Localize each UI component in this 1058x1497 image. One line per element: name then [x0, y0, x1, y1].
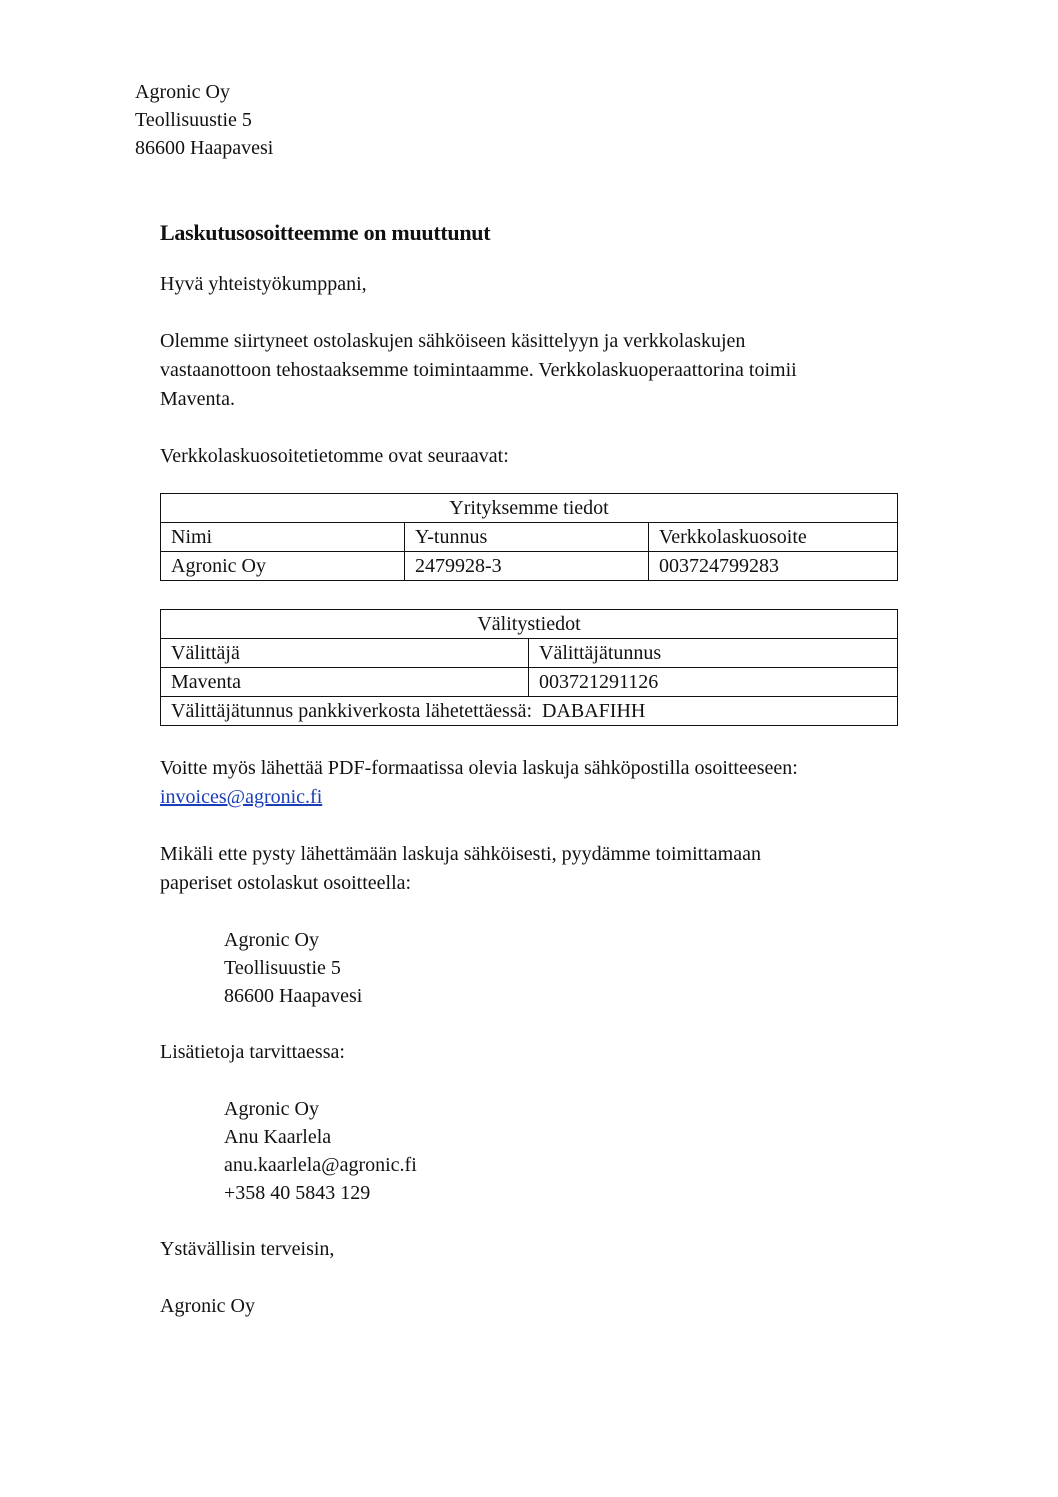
paper-invoice-address — [224, 926, 900, 1010]
contact-company: Agronic Oy — [224, 1098, 319, 1120]
invoices-email-link[interactable]: invoices@agronic.fi — [160, 786, 323, 808]
closing: Ystävällisin terveisin, — [160, 1238, 335, 1260]
table-row — [161, 523, 898, 552]
address-city: 86600 Haapavesi — [224, 985, 363, 1007]
letter-title: Laskutusosoitteemme on muuttunut — [160, 220, 491, 245]
intro-paragraph — [160, 327, 900, 414]
contact-phone: +358 40 5843 129 — [224, 1182, 371, 1204]
intro-line: Maventa. — [160, 388, 235, 410]
paper-invoice-paragraph — [160, 840, 900, 898]
greeting: Hyvä yhteistyökumppani, — [160, 273, 367, 295]
einvoice-heading: Verkkolaskuosoitetietomme ovat seuraavat: — [160, 445, 509, 467]
table-row — [161, 639, 898, 668]
paper-line: paperiset ostolaskut osoitteella: — [160, 872, 412, 894]
paper-line: Mikäli ette pysty lähettämään laskuja sähköisesti, pyydämme toimittamaan — [160, 843, 761, 865]
address-company: Agronic Oy — [224, 929, 319, 951]
company-name-cell: Agronic Oy — [161, 552, 405, 581]
letter-body — [160, 218, 900, 1321]
table-header-row — [161, 610, 898, 639]
operator-id-cell: 003721291126 — [529, 668, 898, 697]
sender-street: Teollisuustie 5 — [135, 109, 252, 131]
operator-table-header: Välitystiedot — [161, 610, 898, 639]
business-id-cell: 2479928-3 — [405, 552, 649, 581]
column-header-business-id: Y-tunnus — [405, 523, 649, 552]
einvoice-address-cell: 003724799283 — [649, 552, 898, 581]
contact-name: Anu Kaarlela — [224, 1126, 332, 1148]
column-header-name: Nimi — [161, 523, 405, 552]
company-info-table — [160, 493, 898, 581]
contact-email: anu.kaarlela@agronic.fi — [224, 1154, 417, 1176]
address-street: Teollisuustie 5 — [224, 957, 341, 979]
column-header-operator: Välittäjä — [161, 639, 529, 668]
pdf-paragraph — [160, 754, 900, 812]
sender-address — [135, 78, 273, 162]
table-header-row — [161, 494, 898, 523]
intro-line: Olemme siirtyneet ostolaskujen sähköiseen käsittelyyn ja verkkolaskujen — [160, 330, 746, 352]
sender-city: 86600 Haapavesi — [135, 137, 274, 159]
contact-info — [224, 1095, 900, 1207]
sender-company: Agronic Oy — [135, 81, 230, 103]
contact-heading: Lisätietoja tarvittaessa: — [160, 1041, 345, 1063]
table-row — [161, 697, 898, 726]
column-header-einvoice-address: Verkkolaskuosoite — [649, 523, 898, 552]
signature: Agronic Oy — [160, 1295, 255, 1317]
operator-info-table — [160, 609, 898, 726]
table-row — [161, 552, 898, 581]
operator-name-cell: Maventa — [161, 668, 529, 697]
intro-line: vastaanottoon tehostaaksemme toimintaamme. Verkkolaskuoperaattorina toimii — [160, 359, 797, 381]
table-row — [161, 668, 898, 697]
pdf-line: Voitte myös lähettää PDF-formaatissa olevia laskuja sähköpostilla osoitteeseen: — [160, 757, 798, 779]
company-table-header: Yrityksemme tiedot — [161, 494, 898, 523]
column-header-operator-id: Välittäjätunnus — [529, 639, 898, 668]
bank-network-note: Välittäjätunnus pankkiverkosta lähetettäessä: DABAFIHH — [161, 697, 898, 726]
